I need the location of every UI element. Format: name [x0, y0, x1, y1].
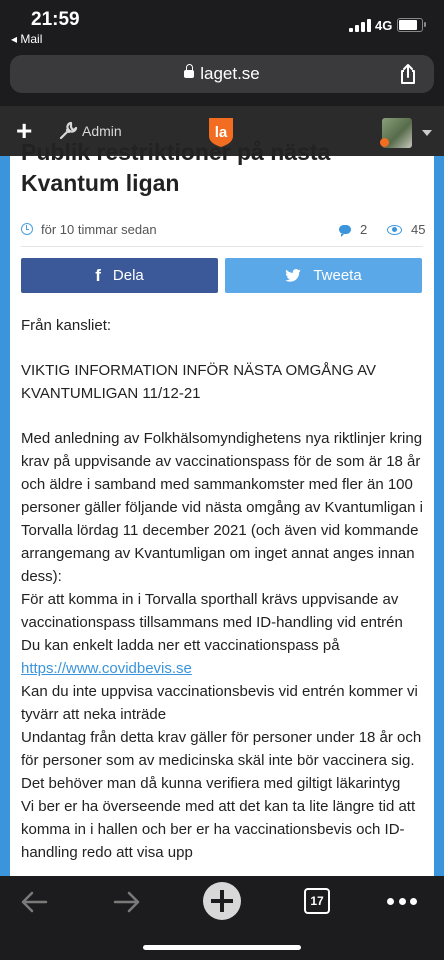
battery-icon [397, 18, 423, 32]
eye-icon [387, 225, 402, 235]
entry-refusal: Kan du inte uppvisa vaccinationsbevis vid entrén kommer vi tyvärr att neka inträde [21, 683, 418, 723]
facebook-share-button[interactable] [21, 258, 218, 293]
comment-count: 2 [360, 222, 368, 237]
article-title: Publik restriktioner på nästa Kvantum ligan [21, 139, 331, 196]
share-icon[interactable] [396, 62, 420, 86]
logo-text: la [214, 124, 228, 141]
twitter-icon [285, 269, 301, 282]
new-tab-button[interactable] [203, 882, 241, 920]
signal-icon [349, 19, 371, 32]
home-indicator [143, 945, 301, 950]
intro-paragraph: Med anledning av Folkhälsomyndighetens nya riktlinjer kring krav på uppvisande av vaccinationspass för de som är 18 år och äldre i samband med sammankomster med fler än 100 personer gäller följande vid nästa omgång av Kvantumligan i Torvalla lördag 11 december 2021 (och även vid kommande arrangemang av Kvantumligan om inget annat anges innan dess): [21, 430, 423, 585]
facebook-share-label: Dela [112, 267, 144, 284]
divider [21, 246, 423, 247]
lock-icon [184, 70, 194, 78]
twitter-share-button[interactable] [225, 258, 422, 293]
exception-note: Undantag från detta krav gäller för personer under 18 år och för personer som av medicinska skäl inte bör vaccinera sig. Det behöver man då kunna verifiera med giltigt läkarintyg [21, 729, 422, 792]
status-time: 21:59 [31, 9, 80, 30]
view-stats [387, 222, 425, 237]
article-heading: VIKTIG INFORMATION INFÖR NÄSTA OMGÅNG AV KVANTUMLIGAN 11/12-21 [21, 362, 377, 402]
article-body [21, 314, 425, 864]
forward-arrow-icon[interactable] [113, 890, 141, 914]
view-count: 45 [411, 222, 426, 237]
article-meta [21, 222, 426, 238]
back-arrow-icon[interactable] [20, 890, 48, 914]
twitter-share-label: Tweeta [313, 267, 362, 284]
url-display[interactable] [10, 55, 434, 93]
entry-requirement: För att komma in i Torvalla sporthall krävs uppvisande av vaccinationspass tillsammans med ID-handling vid entrén [21, 591, 403, 631]
published-time: för 10 timmar sedan [41, 222, 157, 237]
address-bar[interactable] [10, 55, 434, 93]
more-options-icon[interactable] [387, 898, 417, 906]
article-card [10, 139, 434, 876]
patience-note: Vi ber er ha överseende med att det kan ta lite längre tid att komma in i hallen och ber er ha vaccinationsbevis och ID-handling redo att visa upp [21, 798, 416, 861]
facebook-icon: f [95, 265, 101, 285]
comments-link[interactable] [339, 222, 367, 237]
chevron-down-icon[interactable] [422, 130, 432, 136]
clock-icon [21, 223, 33, 235]
admin-label: Admin [82, 123, 122, 139]
add-icon[interactable]: + [16, 115, 33, 146]
download-instruction: Du kan enkelt ladda ner ett vaccinationspass på [21, 637, 340, 654]
url-text: laget.se [200, 64, 260, 83]
covidbevis-link[interactable]: https://www.covidbevis.se [21, 660, 192, 677]
network-type: 4G [375, 18, 393, 33]
comment-icon [339, 225, 351, 234]
tabs-button[interactable]: 17 [304, 888, 330, 914]
page-background [0, 139, 444, 876]
back-to-mail-link[interactable]: ◂ Mail [11, 32, 43, 46]
status-bar [0, 0, 444, 52]
from-label: Från kansliet: [21, 317, 112, 334]
